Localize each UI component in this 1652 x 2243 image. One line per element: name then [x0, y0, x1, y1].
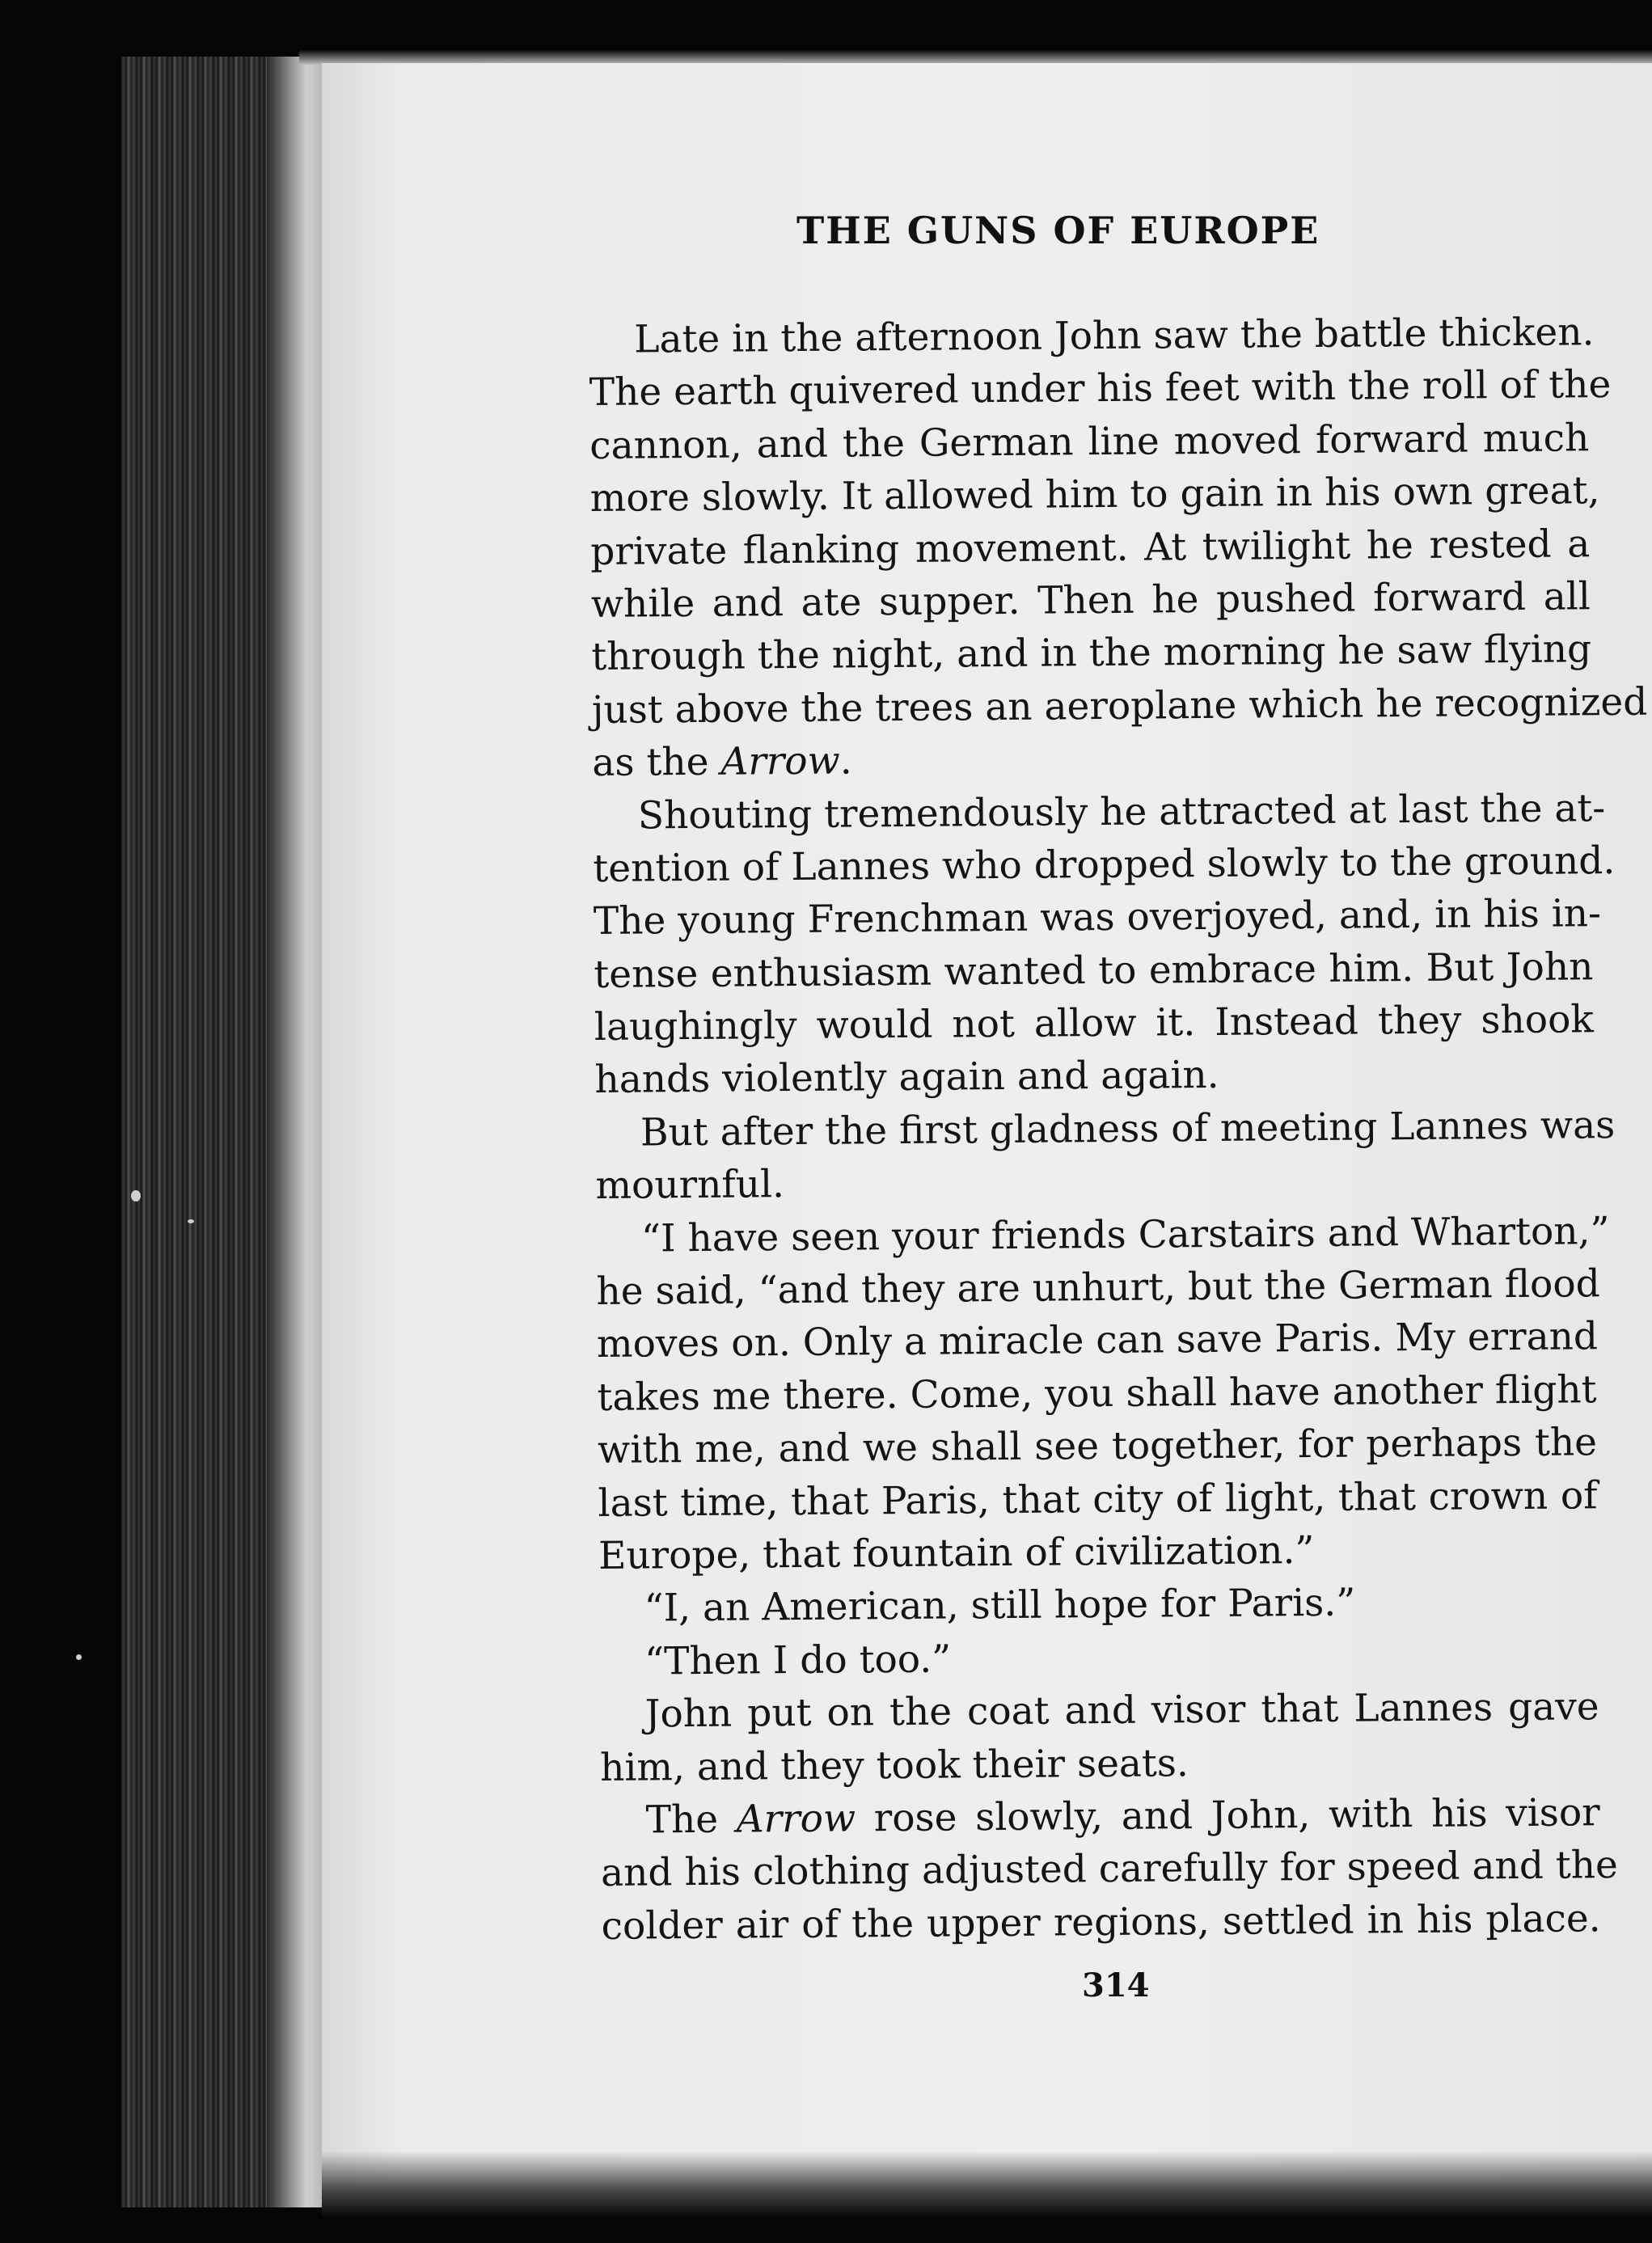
text-line: The earth quivered under his feet with the roll of the: [589, 362, 1612, 416]
running-head: THE GUNS OF EUROPE: [796, 209, 1320, 252]
text-line: with me, and we shall see together, for perhaps the: [597, 1420, 1598, 1473]
text-line: Europe, that fountain of civilization.”: [598, 1527, 1315, 1578]
text-line: takes me there. Come, you shall have another flight: [597, 1367, 1597, 1420]
text-line: last time, that Paris, that city of light, that crown of: [598, 1472, 1598, 1526]
text-line: John put on the coat and visor that Lannes gave: [644, 1684, 1599, 1737]
scan-dust-speck: [76, 1654, 82, 1660]
text-line: hands violently again and again.: [594, 1053, 1219, 1103]
bottom-page-shadow: [322, 2151, 1652, 2216]
scan-dust-speck: [188, 1219, 194, 1223]
text-line: colder air of the upper regions, settled in his place.: [601, 1895, 1601, 1949]
text-line: Late in the afternoon John saw the battle thicken.: [634, 310, 1595, 362]
text-line: “I, an American, still hope for Paris.”: [644, 1580, 1356, 1631]
page-gutter-shading: [267, 57, 323, 2207]
text-line: But after the first gladness of meeting Lannes was: [640, 1102, 1616, 1155]
text-line: tense enthusiasm wanted to embrace him. But John: [594, 944, 1594, 997]
text-line: cannon, and the German line moved forward much: [589, 416, 1590, 468]
text-line: moves on. Only a miracle can save Paris. My errand: [596, 1314, 1599, 1367]
text-line: “I have seen your friends Carstairs and Wharton,”: [640, 1208, 1610, 1261]
text-line: and his clothing adjusted carefully for speed and the: [600, 1843, 1619, 1896]
text-line: as the Arrow.: [592, 738, 852, 786]
body-text: [589, 306, 1648, 1953]
text-line: Shouting tremendously he attracted at last the at-: [637, 785, 1606, 838]
text-line: mournful.: [595, 1162, 785, 1209]
text-line: The Arrow rose slowly, and John, with his visor: [645, 1790, 1600, 1843]
scan-dust-speck: [131, 1190, 141, 1202]
text-line: while and ate supper. Then he pushed forward all: [590, 574, 1591, 627]
text-line: laughingly would not allow it. Instead they shook: [594, 997, 1595, 1050]
page-number: 314: [1082, 1966, 1150, 2004]
text-line: him, and they took their seats.: [599, 1740, 1189, 1790]
text-line: “Then I do too.”: [644, 1637, 952, 1684]
text-line: private flanking movement. At twilight he rested a: [590, 521, 1591, 574]
text-line: tention of Lannes who dropped slowly to the ground.: [593, 838, 1616, 891]
text-line: he said, “and they are unhurt, but the German flood: [596, 1261, 1600, 1314]
text-line: more slowly. It allowed him to gain in his own great,: [589, 468, 1600, 522]
text-line: The young Frenchman was overjoyed, and, in his in-: [593, 891, 1602, 944]
text-line: through the night, and in the morning he saw flying: [591, 627, 1592, 680]
text-line: just above the trees an aeroplane which he recognized: [591, 679, 1648, 733]
